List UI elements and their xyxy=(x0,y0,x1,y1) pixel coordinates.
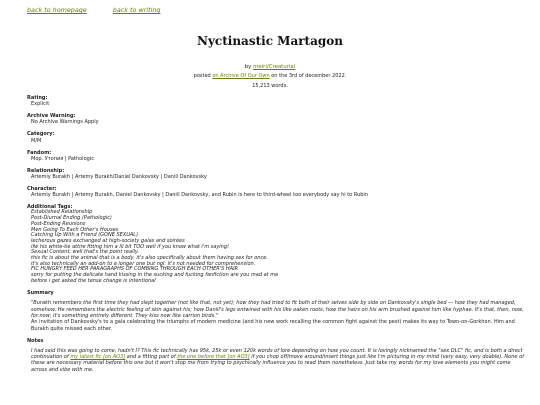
latest-fic-link[interactable]: my latest fic [on AO3] xyxy=(70,354,126,361)
fandom-field xyxy=(27,150,527,163)
word-count: 15,213 words. xyxy=(252,83,288,89)
additional-tags-label: Additional Tags: xyxy=(27,204,73,211)
summary-field xyxy=(27,290,527,332)
character-field xyxy=(27,186,527,199)
byline-prefix: by xyxy=(244,64,252,70)
relationship-value: Artemiy Burakh | Artemy Burakh/Daniel Dankovsky | Daniil Dankovsky xyxy=(31,174,207,181)
additional-tags-field xyxy=(27,204,527,284)
back-to-homepage-link[interactable]: back to homepage xyxy=(27,6,87,14)
character-value: Artemiy Burakh | Artemy Burakh, Daniel Dankovsky | Daniil Dankovsky, and Rubin is here to third-wheel too everybody say hi to Rubin xyxy=(31,192,368,199)
rating-field xyxy=(27,95,527,108)
top-navigation xyxy=(27,7,184,13)
notes-label: Notes xyxy=(27,337,44,344)
notes-text-1: I had said this was going to come, hadn't I? This fic technically has 95k, 25k or even 120k words of lore depending on how you count. It is lovingly nicknamed the "sex DLC" fic, and is both a direct continuation of xyxy=(31,347,523,361)
tag-item: ifw his white-tie attire fitting him a lil bit TOO well if you know what i'm saying! xyxy=(31,243,230,250)
rating-label: Rating: xyxy=(27,95,48,101)
notes-paragraph xyxy=(31,348,527,373)
additional-tags-list xyxy=(27,210,527,284)
notes-text-4: Just take my words for my love elements you might come across and vibe with me. xyxy=(31,360,511,373)
category-label: Category: xyxy=(27,131,55,138)
tag-item: before i get asked the tense change is intentional xyxy=(31,277,156,284)
character-label: Character: xyxy=(27,185,57,192)
summary-body xyxy=(27,300,527,331)
relationship-label: Relationship: xyxy=(27,167,65,174)
previous-fic-link[interactable]: the one before that [on AO3] xyxy=(177,354,250,361)
fandom-value: Мор. Утопия | Pathologic xyxy=(31,155,94,162)
tag-item: Post-Ending Reunions xyxy=(31,220,86,227)
posted-prefix: posted xyxy=(193,73,211,79)
warning-label: Archive Warning: xyxy=(27,113,76,120)
summary-label: Summary xyxy=(27,290,54,297)
tag-item: Men Going To Each Other's Houses xyxy=(31,226,119,233)
summary-text: An invitation of Dankovsky's to a gala celebrating the triumphs of modern medicine (and his new work recalling the common fight against the pest) makes its way to Town-on-Gorkhon. Him and Burakh quite missed each other. xyxy=(31,319,515,332)
ao3-link[interactable]: on Archive Of Our Own xyxy=(212,73,270,79)
warning-value: No Archive Warnings Apply xyxy=(31,119,99,126)
warning-field xyxy=(27,113,527,126)
tag-item: this fic is about the animal that is a body. it's also specifically about them having sex for once. xyxy=(31,255,268,262)
summary-quote: "Burakh remembers the first time they had slept together (not like that, not yet); how they had tried to fit both of their selves side by side on Dankovsky's single bed — how they had managed, somehow. He remembers the electric feeling of skin against his; how Daniil's legs entwined with his like oaken roots, how the hairs on his arm brushed against him like hyphae. It's that, then, now, for now; it's something entirely different. They kiss now like carrion birds." xyxy=(31,300,524,320)
work-metadata xyxy=(27,95,527,379)
tag-item: Established Relationship xyxy=(31,209,93,216)
tag-item: Catching Up With a Friend (GONE SEXUAL) xyxy=(31,232,139,239)
category-field xyxy=(27,131,527,144)
tag-item: Sexual Content, well that's the point really. xyxy=(31,249,140,256)
tag-item: sorry for putting the delicate hand kissing in the sucking and fucking fanfiction are you mad at me xyxy=(31,272,279,279)
tag-item: FIC HUNGRY FEED HER PARAGRAPHS OF COMBING THROUGH EACH OTHER'S HAIR xyxy=(31,266,239,273)
rating-value: Explicit xyxy=(31,101,50,108)
category-value: M/M xyxy=(31,137,42,144)
fandom-label: Fandom: xyxy=(27,149,52,156)
tag-item: Post-Diurnal Ending (Pathologic) xyxy=(31,215,112,222)
byline xyxy=(0,64,540,70)
notes-body xyxy=(27,348,527,373)
posted-date: on the 3rd of december 2022. xyxy=(271,73,347,79)
work-title: Nyctinastic Martagon xyxy=(196,34,343,48)
posted-line xyxy=(0,73,540,79)
back-to-writing-link[interactable]: back to writing xyxy=(112,6,161,14)
relationship-field xyxy=(27,168,527,181)
tag-item: it's also technically an add-on to a longer one but ngl. it's not needed for comprehension. xyxy=(31,260,256,267)
tag-item: lecherous gazes exchanged at high-society galas and soirées xyxy=(31,237,185,244)
notes-text-2: and a fitting part of xyxy=(126,354,176,361)
notes-text-3: if you chop off/move around/insert things just like I'm picturing in my mind (very easy, very doable). None of these are necessary material before this one but it won't stop me from trying to psychically influence you to read them nonetheless. xyxy=(31,354,524,367)
author-link[interactable]: meiri/Creaturial xyxy=(253,64,296,70)
notes-field xyxy=(27,338,527,373)
